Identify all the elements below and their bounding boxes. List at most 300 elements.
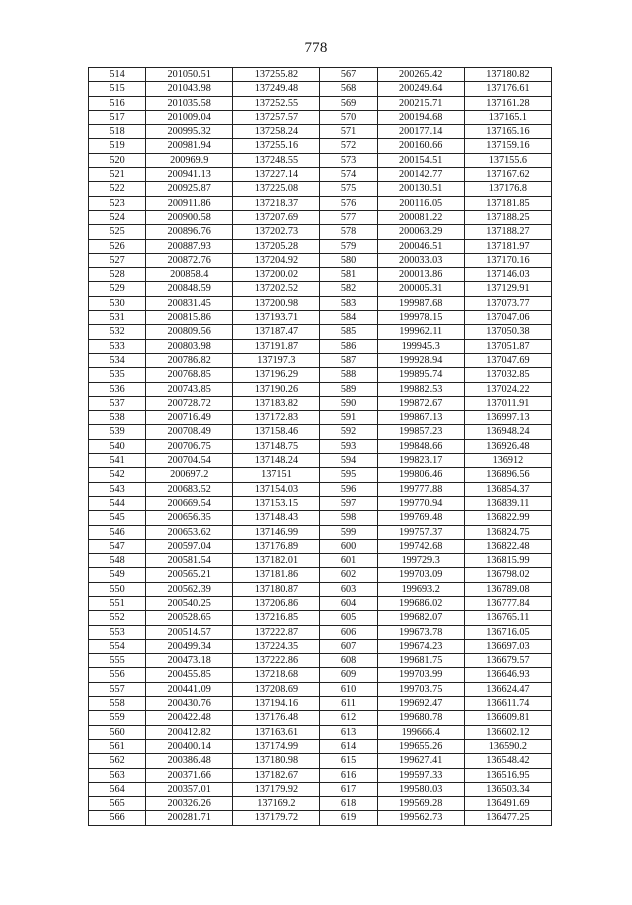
table-cell-y-coordinate: 137176.89: [233, 539, 320, 553]
table-cell-point-number: 558: [89, 697, 146, 711]
table-row: [89, 568, 552, 582]
table-cell-y-coordinate: 137179.72: [233, 811, 320, 825]
table-row: [89, 82, 552, 96]
table-cell-x-coordinate: 200514.57: [146, 625, 233, 639]
table-cell-y-coordinate: 136765.11: [464, 611, 551, 625]
table-cell-y-coordinate: 136789.08: [464, 582, 551, 596]
table-cell-point-number: 554: [89, 639, 146, 653]
table-cell-y-coordinate: 137187.47: [233, 325, 320, 339]
table-cell-x-coordinate: 200540.25: [146, 596, 233, 610]
table-cell-x-coordinate: 200160.66: [377, 139, 464, 153]
table-row: [89, 225, 552, 239]
table-cell-y-coordinate: 137218.68: [233, 668, 320, 682]
table-cell-y-coordinate: 137207.69: [233, 210, 320, 224]
table-cell-y-coordinate: 136926.48: [464, 439, 551, 453]
table-cell-y-coordinate: 136716.05: [464, 625, 551, 639]
table-cell-point-number: 583: [320, 296, 377, 310]
table-cell-point-number: 569: [320, 96, 377, 110]
table-cell-y-coordinate: 137200.02: [233, 268, 320, 282]
table-cell-x-coordinate: 200981.94: [146, 139, 233, 153]
table-cell-x-coordinate: 200142.77: [377, 168, 464, 182]
table-cell-x-coordinate: 201050.51: [146, 68, 233, 82]
table-cell-y-coordinate: 137154.03: [233, 482, 320, 496]
table-cell-y-coordinate: 137188.25: [464, 210, 551, 224]
table-cell-x-coordinate: 199562.73: [377, 811, 464, 825]
table-cell-y-coordinate: 136997.13: [464, 411, 551, 425]
table-row: [89, 682, 552, 696]
table-cell-point-number: 593: [320, 439, 377, 453]
table-cell-point-number: 595: [320, 468, 377, 482]
table-cell-y-coordinate: 137165.1: [464, 110, 551, 124]
table-cell-point-number: 594: [320, 454, 377, 468]
table-cell-y-coordinate: 136609.81: [464, 711, 551, 725]
table-cell-point-number: 571: [320, 125, 377, 139]
table-row: [89, 311, 552, 325]
table-cell-y-coordinate: 137257.57: [233, 110, 320, 124]
table-cell-point-number: 604: [320, 596, 377, 610]
table-cell-point-number: 613: [320, 725, 377, 739]
table-cell-x-coordinate: 199673.78: [377, 625, 464, 639]
table-cell-point-number: 618: [320, 797, 377, 811]
table-cell-y-coordinate: 136548.42: [464, 754, 551, 768]
table-cell-x-coordinate: 199757.37: [377, 525, 464, 539]
table-cell-x-coordinate: 200422.48: [146, 711, 233, 725]
table-row: [89, 296, 552, 310]
table-cell-x-coordinate: 200941.13: [146, 168, 233, 182]
table-row: [89, 654, 552, 668]
table-row: [89, 210, 552, 224]
table-cell-x-coordinate: 200400.14: [146, 739, 233, 753]
table-row: [89, 697, 552, 711]
table-cell-point-number: 526: [89, 239, 146, 253]
page-number: 778: [304, 40, 328, 56]
table-cell-y-coordinate: 137222.87: [233, 625, 320, 639]
table-cell-point-number: 516: [89, 96, 146, 110]
table-cell-point-number: 541: [89, 454, 146, 468]
table-cell-point-number: 575: [320, 182, 377, 196]
table-row: [89, 68, 552, 82]
table-row: [89, 468, 552, 482]
table-cell-x-coordinate: 200412.82: [146, 725, 233, 739]
table-cell-y-coordinate: 137205.28: [233, 239, 320, 253]
table-cell-x-coordinate: 200326.26: [146, 797, 233, 811]
table-cell-y-coordinate: 137252.55: [233, 96, 320, 110]
table-cell-point-number: 572: [320, 139, 377, 153]
table-cell-x-coordinate: 199682.07: [377, 611, 464, 625]
table-cell-point-number: 596: [320, 482, 377, 496]
table-cell-x-coordinate: 200831.45: [146, 296, 233, 310]
table-cell-point-number: 563: [89, 768, 146, 782]
table-cell-x-coordinate: 199703.75: [377, 682, 464, 696]
table-cell-point-number: 557: [89, 682, 146, 696]
table-row: [89, 454, 552, 468]
table-cell-y-coordinate: 137188.27: [464, 225, 551, 239]
table-cell-y-coordinate: 137222.86: [233, 654, 320, 668]
table-cell-x-coordinate: 200872.76: [146, 253, 233, 267]
table-row: [89, 439, 552, 453]
table-cell-y-coordinate: 137197.3: [233, 353, 320, 367]
coordinates-table: [88, 67, 552, 826]
table-cell-y-coordinate: 136777.84: [464, 596, 551, 610]
table-cell-x-coordinate: 199872.67: [377, 396, 464, 410]
table-row: [89, 582, 552, 596]
table-cell-y-coordinate: 137176.48: [233, 711, 320, 725]
table-cell-y-coordinate: 137183.82: [233, 396, 320, 410]
table-cell-y-coordinate: 136602.12: [464, 725, 551, 739]
table-cell-point-number: 561: [89, 739, 146, 753]
table-cell-point-number: 564: [89, 782, 146, 796]
table-cell-y-coordinate: 136798.02: [464, 568, 551, 582]
table-cell-y-coordinate: 136912: [464, 454, 551, 468]
table-cell-y-coordinate: 137159.16: [464, 139, 551, 153]
table-cell-point-number: 600: [320, 539, 377, 553]
table-cell-point-number: 619: [320, 811, 377, 825]
table-cell-x-coordinate: 200697.2: [146, 468, 233, 482]
table-cell-point-number: 522: [89, 182, 146, 196]
table-cell-point-number: 608: [320, 654, 377, 668]
table-cell-y-coordinate: 137190.26: [233, 382, 320, 396]
table-cell-y-coordinate: 137180.87: [233, 582, 320, 596]
table-cell-x-coordinate: 200265.42: [377, 68, 464, 82]
table-cell-point-number: 519: [89, 139, 146, 153]
table-cell-y-coordinate: 137163.61: [233, 725, 320, 739]
table-cell-x-coordinate: 200653.62: [146, 525, 233, 539]
table-cell-point-number: 529: [89, 282, 146, 296]
table-cell-y-coordinate: 136824.75: [464, 525, 551, 539]
table-cell-point-number: 568: [320, 82, 377, 96]
table-cell-y-coordinate: 137148.75: [233, 439, 320, 453]
table-row: [89, 496, 552, 510]
table-cell-point-number: 577: [320, 210, 377, 224]
table-cell-point-number: 606: [320, 625, 377, 639]
table-cell-y-coordinate: 137011.91: [464, 396, 551, 410]
table-cell-y-coordinate: 136516.95: [464, 768, 551, 782]
table-cell-x-coordinate: 200473.18: [146, 654, 233, 668]
table-row: [89, 139, 552, 153]
table-cell-point-number: 521: [89, 168, 146, 182]
table-cell-y-coordinate: 136624.47: [464, 682, 551, 696]
table-cell-x-coordinate: 200809.56: [146, 325, 233, 339]
coordinates-table-body: [89, 68, 552, 826]
table-cell-y-coordinate: 137073.77: [464, 296, 551, 310]
table-cell-x-coordinate: 200249.64: [377, 82, 464, 96]
table-cell-x-coordinate: 200704.54: [146, 454, 233, 468]
table-cell-x-coordinate: 199627.41: [377, 754, 464, 768]
table-row: [89, 768, 552, 782]
table-cell-x-coordinate: 200081.22: [377, 210, 464, 224]
table-cell-y-coordinate: 137180.82: [464, 68, 551, 82]
table-row: [89, 625, 552, 639]
table-cell-x-coordinate: 199597.33: [377, 768, 464, 782]
table-cell-point-number: 566: [89, 811, 146, 825]
table-cell-x-coordinate: 200528.65: [146, 611, 233, 625]
table-row: [89, 797, 552, 811]
table-cell-point-number: 535: [89, 368, 146, 382]
table-cell-point-number: 590: [320, 396, 377, 410]
table-cell-point-number: 610: [320, 682, 377, 696]
table-row: [89, 125, 552, 139]
table-cell-point-number: 579: [320, 239, 377, 253]
table-cell-x-coordinate: 200033.03: [377, 253, 464, 267]
table-cell-y-coordinate: 137050.38: [464, 325, 551, 339]
table-cell-point-number: 524: [89, 210, 146, 224]
table-cell-x-coordinate: 200768.85: [146, 368, 233, 382]
table-row: [89, 554, 552, 568]
table-cell-x-coordinate: 200013.86: [377, 268, 464, 282]
table-cell-x-coordinate: 200455.85: [146, 668, 233, 682]
table-cell-point-number: 544: [89, 496, 146, 510]
table-cell-y-coordinate: 136590.2: [464, 739, 551, 753]
table-row: [89, 96, 552, 110]
table-cell-point-number: 550: [89, 582, 146, 596]
table-cell-point-number: 560: [89, 725, 146, 739]
table-row: [89, 239, 552, 253]
table-cell-x-coordinate: 200063.29: [377, 225, 464, 239]
table-cell-y-coordinate: 137255.82: [233, 68, 320, 82]
table-cell-point-number: 597: [320, 496, 377, 510]
table-cell-point-number: 614: [320, 739, 377, 753]
table-cell-y-coordinate: 136815.99: [464, 554, 551, 568]
table-cell-point-number: 574: [320, 168, 377, 182]
table-cell-x-coordinate: 200441.09: [146, 682, 233, 696]
table-cell-y-coordinate: 137024.22: [464, 382, 551, 396]
table-row: [89, 396, 552, 410]
table-cell-point-number: 514: [89, 68, 146, 82]
table-cell-y-coordinate: 137165.16: [464, 125, 551, 139]
table-cell-y-coordinate: 137176.61: [464, 82, 551, 96]
table-row: [89, 611, 552, 625]
table-cell-x-coordinate: 200995.32: [146, 125, 233, 139]
table-cell-y-coordinate: 137129.91: [464, 282, 551, 296]
table-row: [89, 411, 552, 425]
table-row: [89, 253, 552, 267]
table-cell-point-number: 611: [320, 697, 377, 711]
table-cell-y-coordinate: 137206.86: [233, 596, 320, 610]
table-row: [89, 539, 552, 553]
table-cell-point-number: 582: [320, 282, 377, 296]
table-cell-x-coordinate: 200848.59: [146, 282, 233, 296]
table-cell-y-coordinate: 136839.11: [464, 496, 551, 510]
table-cell-point-number: 515: [89, 82, 146, 96]
table-cell-y-coordinate: 137158.46: [233, 425, 320, 439]
table-cell-point-number: 531: [89, 311, 146, 325]
table-cell-point-number: 587: [320, 353, 377, 367]
table-row: [89, 511, 552, 525]
table-cell-y-coordinate: 137151: [233, 468, 320, 482]
table-cell-x-coordinate: 200887.93: [146, 239, 233, 253]
table-row: [89, 153, 552, 167]
table-cell-y-coordinate: 136679.57: [464, 654, 551, 668]
table-cell-y-coordinate: 137047.69: [464, 353, 551, 367]
table-cell-x-coordinate: 200386.48: [146, 754, 233, 768]
table-cell-point-number: 534: [89, 353, 146, 367]
table-cell-y-coordinate: 137169.2: [233, 797, 320, 811]
table-cell-x-coordinate: 200562.39: [146, 582, 233, 596]
table-cell-x-coordinate: 199867.13: [377, 411, 464, 425]
table-cell-x-coordinate: 199895.74: [377, 368, 464, 382]
table-cell-x-coordinate: 200743.85: [146, 382, 233, 396]
table-cell-y-coordinate: 137182.01: [233, 554, 320, 568]
table-cell-y-coordinate: 137194.16: [233, 697, 320, 711]
table-cell-point-number: 551: [89, 596, 146, 610]
table-cell-x-coordinate: 199686.02: [377, 596, 464, 610]
table-cell-point-number: 552: [89, 611, 146, 625]
table-cell-point-number: 527: [89, 253, 146, 267]
table-cell-y-coordinate: 137180.98: [233, 754, 320, 768]
table-cell-x-coordinate: 201035.58: [146, 96, 233, 110]
table-cell-x-coordinate: 199769.48: [377, 511, 464, 525]
table-cell-x-coordinate: 199848.66: [377, 439, 464, 453]
table-row: [89, 282, 552, 296]
table-cell-point-number: 536: [89, 382, 146, 396]
table-row: [89, 739, 552, 753]
table-row: [89, 168, 552, 182]
table-cell-point-number: 602: [320, 568, 377, 582]
table-cell-point-number: 528: [89, 268, 146, 282]
table-cell-y-coordinate: 137248.55: [233, 153, 320, 167]
table-cell-x-coordinate: 199693.2: [377, 582, 464, 596]
table-cell-y-coordinate: 137225.08: [233, 182, 320, 196]
table-cell-point-number: 615: [320, 754, 377, 768]
table-cell-y-coordinate: 137193.71: [233, 311, 320, 325]
table-cell-x-coordinate: 199962.11: [377, 325, 464, 339]
table-cell-point-number: 530: [89, 296, 146, 310]
table-cell-y-coordinate: 137032.85: [464, 368, 551, 382]
table-cell-x-coordinate: 200154.51: [377, 153, 464, 167]
table-cell-y-coordinate: 136477.25: [464, 811, 551, 825]
table-cell-point-number: 540: [89, 439, 146, 453]
table-cell-point-number: 598: [320, 511, 377, 525]
table-row: [89, 482, 552, 496]
table-cell-y-coordinate: 137208.69: [233, 682, 320, 696]
table-cell-x-coordinate: 199655.26: [377, 739, 464, 753]
table-cell-point-number: 588: [320, 368, 377, 382]
table-row: [89, 668, 552, 682]
table-cell-x-coordinate: 199987.68: [377, 296, 464, 310]
table-cell-point-number: 556: [89, 668, 146, 682]
table-cell-x-coordinate: 200728.72: [146, 396, 233, 410]
table-cell-x-coordinate: 200430.76: [146, 697, 233, 711]
table-cell-y-coordinate: 137181.86: [233, 568, 320, 582]
table-cell-x-coordinate: 200803.98: [146, 339, 233, 353]
table-cell-point-number: 601: [320, 554, 377, 568]
table-cell-point-number: 562: [89, 754, 146, 768]
table-row: [89, 110, 552, 124]
table-cell-y-coordinate: 136611.74: [464, 697, 551, 711]
table-cell-point-number: 592: [320, 425, 377, 439]
table-row: [89, 353, 552, 367]
table-cell-point-number: 533: [89, 339, 146, 353]
table-cell-point-number: 617: [320, 782, 377, 796]
table-cell-x-coordinate: 200708.49: [146, 425, 233, 439]
table-cell-point-number: 520: [89, 153, 146, 167]
table-cell-point-number: 599: [320, 525, 377, 539]
table-cell-x-coordinate: 200716.49: [146, 411, 233, 425]
table-cell-point-number: 538: [89, 411, 146, 425]
table-cell-y-coordinate: 137148.24: [233, 454, 320, 468]
table-cell-point-number: 553: [89, 625, 146, 639]
table-cell-point-number: 570: [320, 110, 377, 124]
table-cell-x-coordinate: 200911.86: [146, 196, 233, 210]
table-cell-y-coordinate: 136822.99: [464, 511, 551, 525]
table-cell-y-coordinate: 137172.83: [233, 411, 320, 425]
table-cell-point-number: 539: [89, 425, 146, 439]
table-cell-y-coordinate: 136491.69: [464, 797, 551, 811]
table-cell-x-coordinate: 200969.9: [146, 153, 233, 167]
table-cell-x-coordinate: 200786.82: [146, 353, 233, 367]
table-cell-x-coordinate: 199580.03: [377, 782, 464, 796]
table-cell-x-coordinate: 200177.14: [377, 125, 464, 139]
table-cell-x-coordinate: 199857.23: [377, 425, 464, 439]
table-cell-point-number: 612: [320, 711, 377, 725]
table-cell-x-coordinate: 200565.21: [146, 568, 233, 582]
table-cell-x-coordinate: 199770.94: [377, 496, 464, 510]
table-cell-x-coordinate: 200669.54: [146, 496, 233, 510]
table-cell-y-coordinate: 137170.16: [464, 253, 551, 267]
table-row: [89, 368, 552, 382]
table-cell-point-number: 573: [320, 153, 377, 167]
table-cell-x-coordinate: 200046.51: [377, 239, 464, 253]
table-cell-y-coordinate: 137179.92: [233, 782, 320, 796]
table-row: [89, 596, 552, 610]
table-cell-y-coordinate: 137216.85: [233, 611, 320, 625]
table-cell-x-coordinate: 200597.04: [146, 539, 233, 553]
table-cell-x-coordinate: 199666.4: [377, 725, 464, 739]
table-row: [89, 382, 552, 396]
table-cell-x-coordinate: 199681.75: [377, 654, 464, 668]
table-cell-point-number: 607: [320, 639, 377, 653]
table-cell-point-number: 546: [89, 525, 146, 539]
table-cell-point-number: 603: [320, 582, 377, 596]
table-row: [89, 425, 552, 439]
table-cell-x-coordinate: 201009.04: [146, 110, 233, 124]
table-cell-point-number: 586: [320, 339, 377, 353]
table-cell-x-coordinate: 200357.01: [146, 782, 233, 796]
table-cell-y-coordinate: 137161.28: [464, 96, 551, 110]
table-cell-x-coordinate: 200900.58: [146, 210, 233, 224]
table-row: [89, 325, 552, 339]
table-cell-point-number: 589: [320, 382, 377, 396]
table-cell-x-coordinate: 199742.68: [377, 539, 464, 553]
table-cell-point-number: 549: [89, 568, 146, 582]
table-cell-point-number: 578: [320, 225, 377, 239]
table-cell-x-coordinate: 200130.51: [377, 182, 464, 196]
table-cell-x-coordinate: 200683.52: [146, 482, 233, 496]
table-cell-x-coordinate: 200581.54: [146, 554, 233, 568]
table-cell-y-coordinate: 136822.48: [464, 539, 551, 553]
table-row: [89, 268, 552, 282]
table-cell-point-number: 565: [89, 797, 146, 811]
table-cell-y-coordinate: 137227.14: [233, 168, 320, 182]
table-cell-point-number: 567: [320, 68, 377, 82]
table-cell-x-coordinate: 199823.17: [377, 454, 464, 468]
table-cell-x-coordinate: 199703.99: [377, 668, 464, 682]
table-cell-y-coordinate: 137191.87: [233, 339, 320, 353]
table-cell-point-number: 523: [89, 196, 146, 210]
table-cell-y-coordinate: 137146.99: [233, 525, 320, 539]
table-cell-y-coordinate: 137181.85: [464, 196, 551, 210]
table-cell-point-number: 559: [89, 711, 146, 725]
table-cell-x-coordinate: 199928.94: [377, 353, 464, 367]
table-row: [89, 725, 552, 739]
table-cell-x-coordinate: 199945.3: [377, 339, 464, 353]
table-cell-x-coordinate: 199680.78: [377, 711, 464, 725]
table-cell-y-coordinate: 136646.93: [464, 668, 551, 682]
table-cell-y-coordinate: 137249.48: [233, 82, 320, 96]
table-cell-point-number: 576: [320, 196, 377, 210]
table-cell-x-coordinate: 200371.66: [146, 768, 233, 782]
table-row: [89, 711, 552, 725]
